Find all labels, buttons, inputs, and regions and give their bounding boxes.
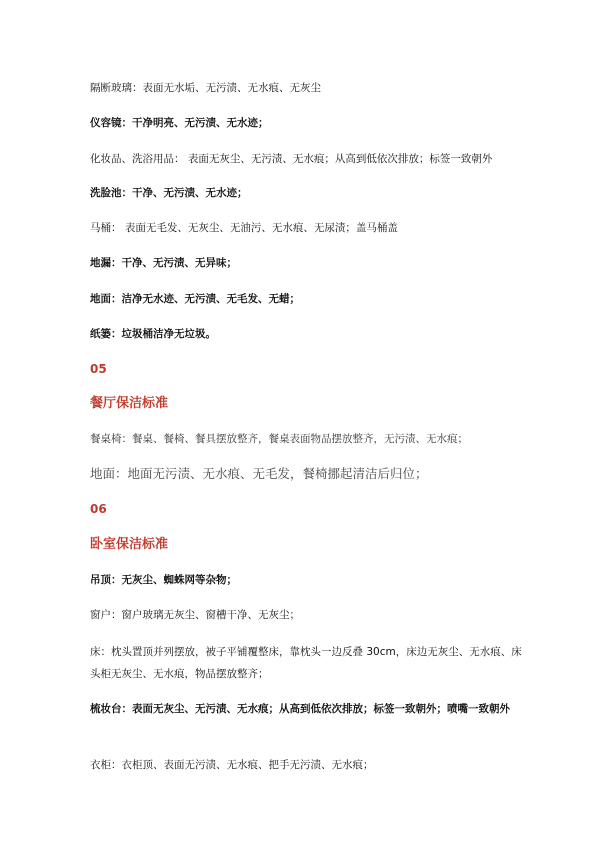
bed-line: 床：枕头置顶并列摆放，被子平铺覆整床，靠枕头一边反叠 30cm，床边无灰尘、无水痕、床头柜无灰尘、无水痕，物品摆放整齐； xyxy=(90,646,522,680)
dresser-line: 梳妆台：表面无灰尘、无污渍、无水痕；从高到低依次排放；标签一致朝外；喷嘴一致朝外 xyxy=(90,703,510,715)
wastebasket-line: 纸篓：垃圾桶洁净无垃圾。 xyxy=(90,328,216,340)
floor-drain-line: 地漏：干净、无污渍、无异味； xyxy=(90,257,237,269)
section-title-bedroom: 卧室保洁标准 xyxy=(90,537,169,552)
cosmetics-line: 化妆品、洗浴用品： 表面无灰尘、无污渍、无水痕；从高到低依次排放；标签一致朝外 xyxy=(90,153,493,165)
washbasin-line: 洗脸池：干净、无污渍、无水迹； xyxy=(90,187,248,199)
toilet-line: 马桶： 表面无毛发、无灰尘、无油污、无水痕、无尿渍；盖马桶盖 xyxy=(90,222,398,234)
section-title-dining: 餐厅保洁标准 xyxy=(90,396,169,411)
dining-floor-line: 地面：地面无污渍、无水痕、无毛发，餐椅挪起清洁后归位； xyxy=(90,466,428,481)
section-number-05: 05 xyxy=(90,362,107,376)
ceiling-line: 吊顶：无灰尘、蜘蛛网等杂物； xyxy=(90,574,237,586)
partition-glass-line: 隔断玻璃：表面无水垢、无污渍、无水痕、无灰尘 xyxy=(90,82,321,94)
wardrobe-line: 衣柜：衣柜顶、表面无污渍、无水痕、把手无污渍、无水痕； xyxy=(90,759,374,771)
dining-table-line: 餐桌椅：餐桌、餐椅、餐具摆放整齐，餐桌表面物品摆放整齐，无污渍、无水痕； xyxy=(90,433,468,445)
vanity-mirror-line: 仪容镜：干净明亮、无污渍、无水迹； xyxy=(90,117,269,129)
floor-line: 地面：洁净无水迹、无污渍、无毛发、无蜡； xyxy=(90,293,300,305)
window-line: 窗户：窗户玻璃无灰尘、窗槽干净、无灰尘； xyxy=(90,609,300,621)
section-number-06: 06 xyxy=(90,502,107,516)
